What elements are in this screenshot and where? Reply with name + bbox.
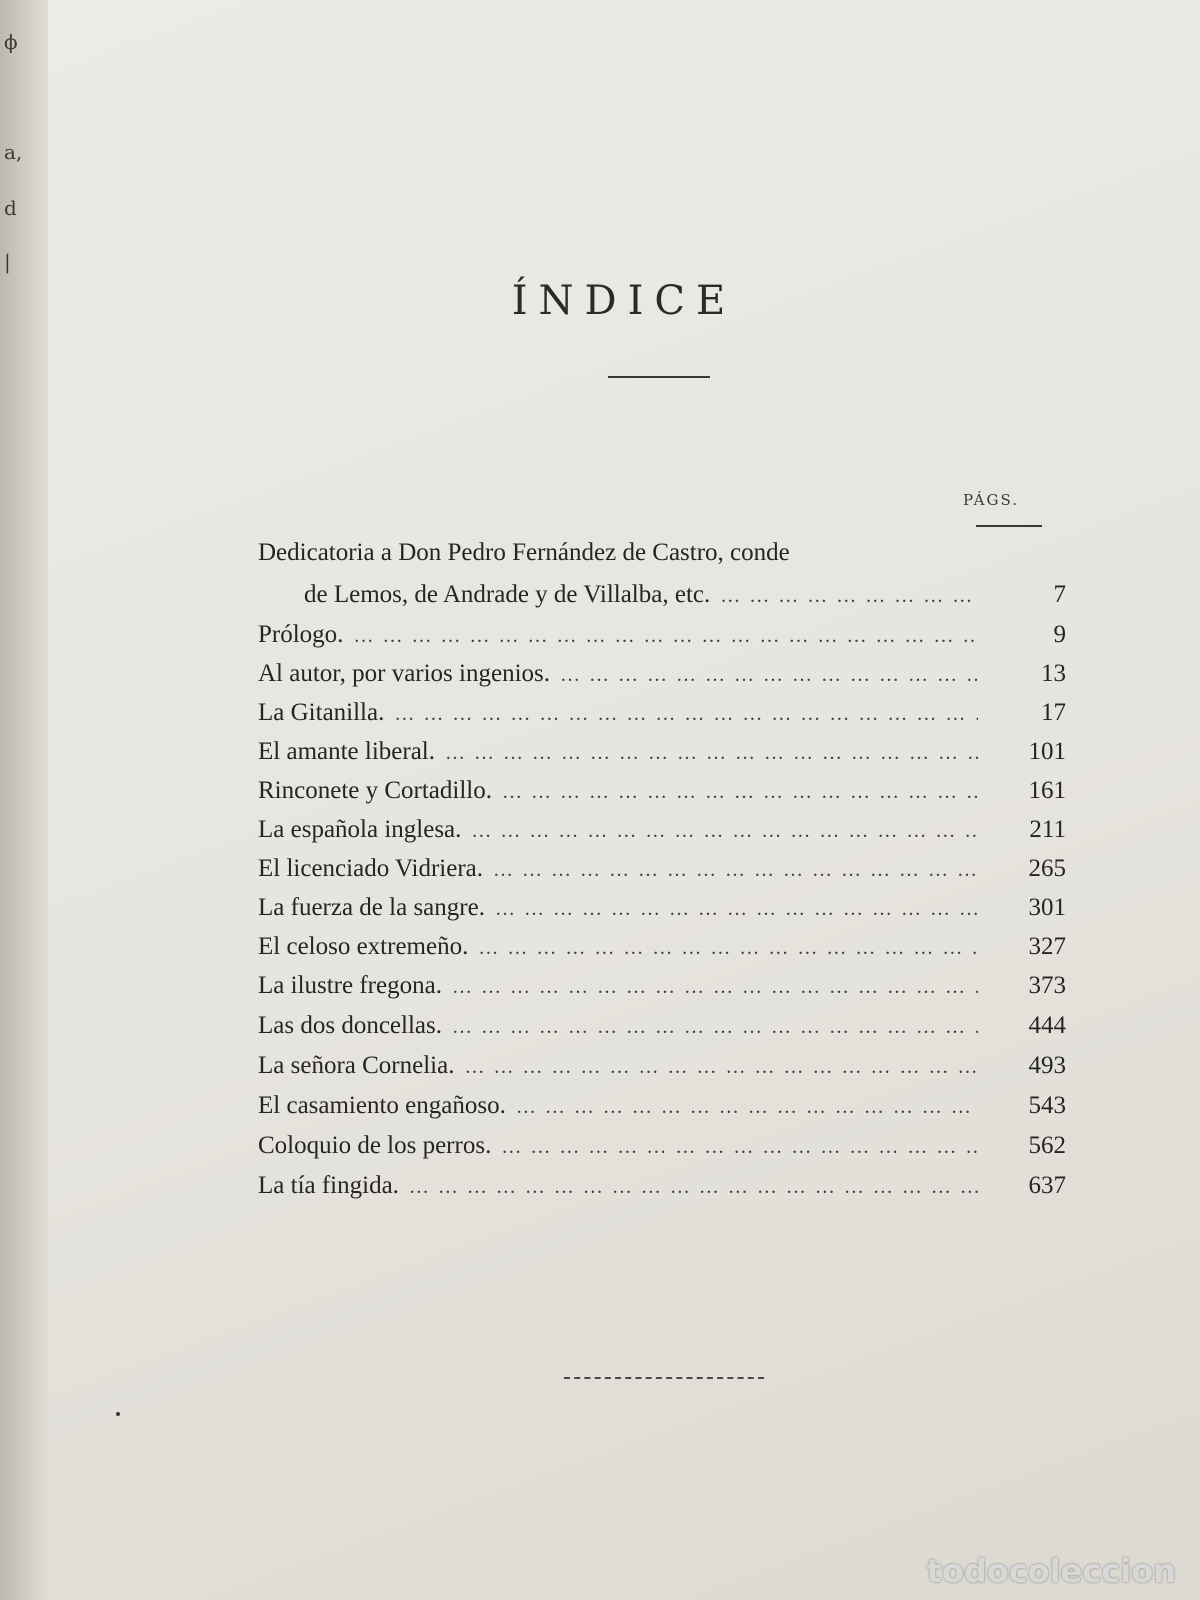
toc-entry-title: Prólogo.	[258, 621, 344, 648]
page-title: ÍNDICE	[511, 278, 737, 324]
toc-entry	[258, 1008, 1066, 1044]
toc-entry	[258, 890, 1066, 926]
dot-leader	[493, 852, 978, 888]
toc-entry-title: La Gitanilla.	[258, 699, 385, 726]
toc-entry-page: 493	[1028, 1052, 1066, 1079]
toc-entry	[258, 1128, 1066, 1164]
book-page	[48, 0, 1200, 1600]
dot-leader	[394, 696, 978, 732]
toc-entry	[258, 773, 1066, 809]
toc-entry	[258, 1168, 1066, 1204]
toc-entry-page: 13	[1041, 660, 1066, 687]
toc-entry-title: Rinconete y Cortadillo.	[258, 777, 492, 804]
toc-entry-title: La tía fingida.	[258, 1172, 399, 1199]
dot-leader	[464, 1049, 978, 1085]
toc-entry-page: 637	[1028, 1172, 1066, 1199]
toc-entry	[258, 656, 1066, 692]
dot-leader	[495, 891, 978, 927]
toc-entry-title: de Lemos, de Andrade y de Villalba, etc.	[304, 581, 711, 608]
toc-entry-title: La señora Cornelia.	[258, 1052, 455, 1079]
toc-entry	[258, 851, 1066, 887]
toc-entry	[258, 929, 1066, 965]
toc-entry	[258, 539, 1066, 613]
margin-mark: ϕ	[4, 30, 18, 54]
toc-entry-page: 444	[1028, 1012, 1066, 1039]
dot-leader	[409, 1169, 978, 1205]
dot-leader	[502, 774, 978, 810]
toc-entry-page: 327	[1028, 933, 1066, 960]
margin-mark: |	[4, 250, 11, 274]
margin-mark: d	[4, 196, 17, 220]
dot-leader	[452, 1009, 978, 1045]
toc-entry-title: La ilustre fregona.	[258, 972, 442, 999]
dot-leader	[516, 1089, 978, 1125]
dot-leader	[501, 1129, 978, 1165]
toc-entry-page: 373	[1028, 972, 1066, 999]
toc-entry-page: 562	[1028, 1132, 1066, 1159]
toc-entry-page: 543	[1028, 1092, 1066, 1119]
watermark: todocoleccion	[926, 1552, 1176, 1590]
toc-entry-page: 301	[1028, 894, 1066, 921]
toc-entry-page: 101	[1028, 738, 1066, 765]
toc-entry-title: El casamiento engañoso.	[258, 1092, 506, 1119]
toc-entry-page: 265	[1028, 855, 1066, 882]
toc-entry-title: El licenciado Vidriera.	[258, 855, 484, 882]
dot-leader	[478, 930, 978, 966]
toc-entry-page: 9	[1053, 621, 1066, 648]
toc-entry	[258, 1048, 1066, 1084]
end-divider	[564, 1377, 764, 1379]
toc-entry	[258, 1088, 1066, 1124]
toc-entry	[258, 695, 1066, 731]
table-of-contents	[48, 0, 1200, 1600]
dot-leader	[452, 969, 978, 1005]
toc-entry-title: La española inglesa.	[258, 816, 462, 843]
toc-entry-page: 161	[1028, 777, 1066, 804]
toc-entry	[258, 968, 1066, 1004]
dot-leader	[445, 735, 978, 771]
dot-leader	[471, 813, 978, 849]
toc-entry	[258, 812, 1066, 848]
paper-speck	[116, 1412, 120, 1416]
toc-entry-title: Coloquio de los perros.	[258, 1132, 492, 1159]
toc-entry-title-line: Dedicatoria a Don Pedro Fernández de Castro, conde	[258, 539, 790, 566]
toc-entry-title: Al autor, por varios ingenios.	[258, 660, 551, 687]
toc-entry-title: Las dos doncellas.	[258, 1012, 442, 1039]
toc-entry-page: 211	[1029, 816, 1066, 843]
toc-entry-title: La fuerza de la sangre.	[258, 894, 485, 921]
dot-leader	[353, 618, 978, 654]
toc-entry-title: El amante liberal.	[258, 738, 436, 765]
toc-entry-page: 7	[1053, 581, 1066, 608]
margin-mark: a,	[4, 140, 23, 164]
toc-entry	[258, 734, 1066, 770]
pages-column-header: PÁGS.	[962, 491, 1020, 509]
toc-entry-page: 17	[1041, 699, 1066, 726]
toc-entry-title: El celoso extremeño.	[258, 933, 469, 960]
book-spine-margin	[0, 0, 48, 1600]
dot-leader	[560, 657, 978, 693]
toc-entry	[258, 617, 1066, 653]
dot-leader	[720, 578, 978, 614]
